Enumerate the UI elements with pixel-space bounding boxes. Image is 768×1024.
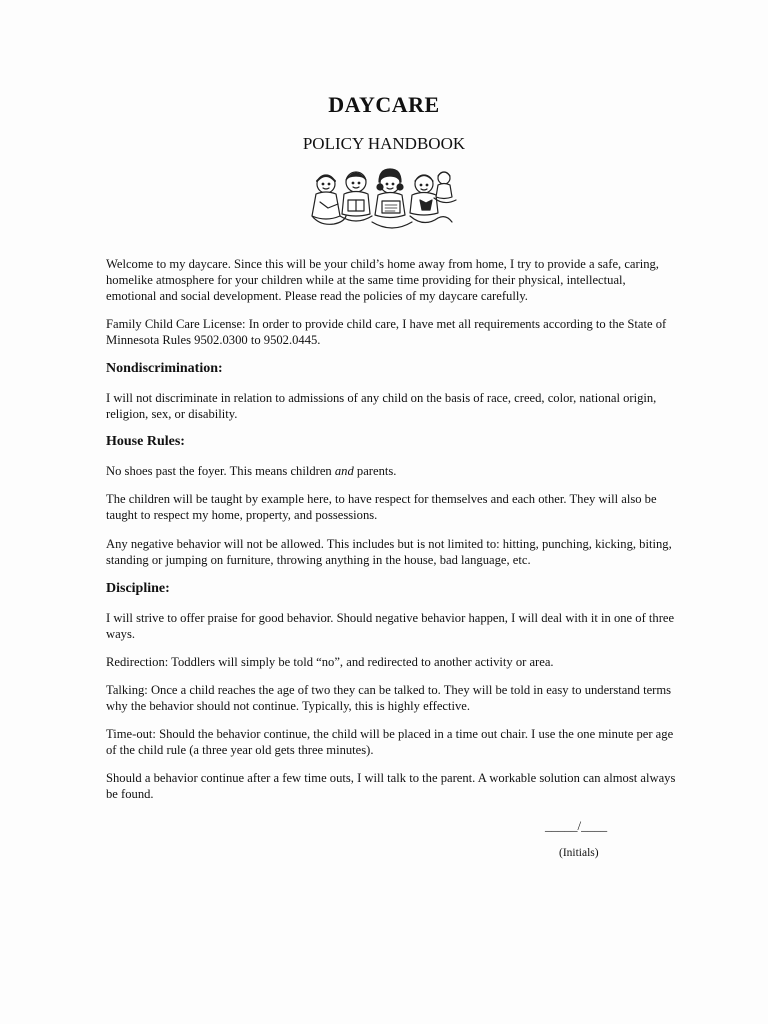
house-rules-shoes-text-after: parents. [353,464,397,478]
discipline-paragraph-praise: I will strive to offer praise for good behavior. Should negative behavior happen, I will deal with it in one of three ways. [106,611,675,641]
initials-label: (Initials) [559,847,599,859]
house-rules-paragraph-shoes [106,463,676,479]
discipline-heading: Discipline: [106,581,170,596]
discipline-paragraph-redirection: Redirection: Toddlers will simply be told “no”, and redirected to another activity or area. [106,655,554,669]
house-rules-shoes-emphasis: and [334,464,354,478]
house-rules-paragraph-respect: The children will be taught by example here, to have respect for themselves and each other. They will also be taught to respect my home, property, and possessions. [106,492,657,522]
initials-signature-line: _____/____ [545,818,608,833]
intro-paragraph: Welcome to my daycare. Since this will be your child’s home away from home, I try to provide a safe, caring, homelike atmosphere for your children while at the same time providing for their physical, intellectual, emotional and social development. Please read the policies of my daycare carefully. [106,257,659,303]
discipline-paragraph-parent: Should a behavior continue after a few time outs, I will talk to the parent. A workable solution can almost always be found. [106,771,676,801]
document-subtitle: POLICY HANDBOOK [302,134,466,153]
house-rules-paragraph-behavior: Any negative behavior will not be allowed. This includes but is not limited to: hitting, punching, kicking, biting, standing or jumping on furniture, throwing anything in the house, bad language, etc. [106,537,672,567]
nondiscrimination-paragraph: I will not discriminate in relation to admissions of any child on the basis of race, creed, color, national origin, religion, sex, or disability. [106,391,657,421]
document-title: DAYCARE [328,92,440,117]
discipline-paragraph-talking: Talking: Once a child reaches the age of two they can be talked to. They will be told in easy to understand terms why the behavior should not continue. Typically, this is highly effective. [106,683,672,713]
house-rules-heading: House Rules: [106,434,185,449]
discipline-paragraph-timeout: Time-out: Should the behavior continue, the child will be placed in a time out chair. I use the one minute per age of the child rule (a three year old gets three minutes). [106,727,674,757]
nondiscrimination-heading: Nondiscrimination: [106,361,223,376]
house-rules-shoes-text-before: No shoes past the foyer. This means children [106,464,335,478]
license-paragraph: Family Child Care License: In order to provide child care, I have met all requirements according to the State of Minnesota Rules 9502.0300 to 9502.0445. [106,317,667,347]
children-reading-illustration [306,168,458,242]
